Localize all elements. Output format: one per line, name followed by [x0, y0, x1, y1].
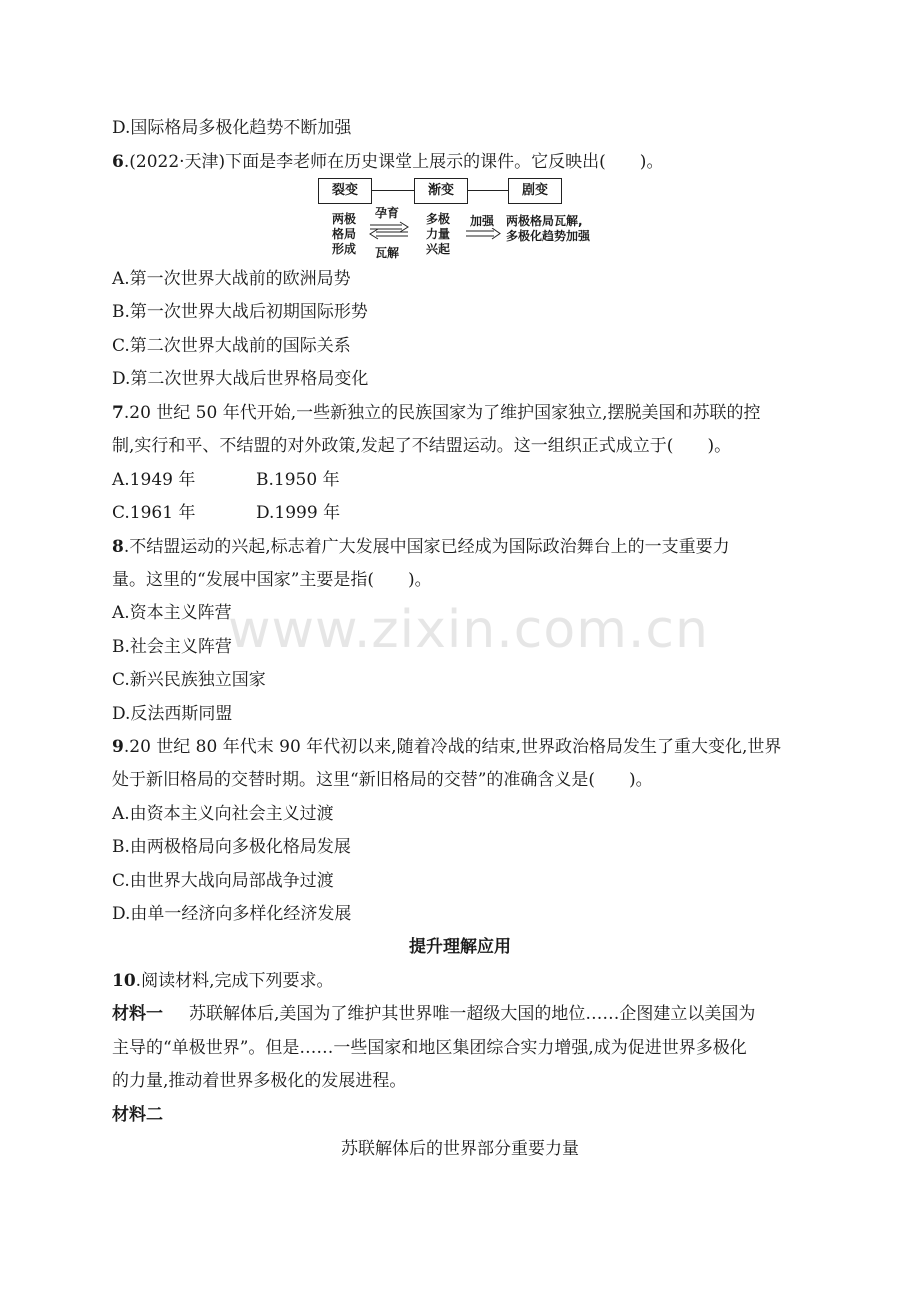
q6-stem — [112, 151, 812, 173]
q10-material1-line3: 的力量,推动着世界多极化的发展进程。 — [112, 1071, 407, 1091]
q6-option-a: A.第一次世界大战前的欧洲局势 — [112, 269, 351, 289]
q8-stem-line2: 量。这里的“发展中国家”主要是指( )。 — [112, 570, 432, 590]
q9-stem-text: .20 世纪 80 年代末 90 年代初以来,随着冷战的结束,世界政治格局发生了重大变化,世界 — [123, 737, 782, 757]
diagram-label-collapse: 瓦解 — [375, 246, 400, 260]
q8-option-c: C.新兴民族独立国家 — [112, 670, 266, 690]
diagram-label-nurture: 孕育 — [375, 206, 400, 220]
right-arrow-icon — [464, 228, 504, 240]
q8-number: 8 — [112, 537, 124, 557]
diagram-result — [506, 214, 590, 244]
diagram-col-bipolar — [330, 212, 358, 257]
q8-option-b: B.社会主义阵营 — [112, 637, 232, 657]
q7-stem-line1 — [112, 402, 812, 424]
q9-number: 9 — [112, 737, 124, 757]
q6-stem-text: .(2022·天津)下面是李老师在历史课堂上展示的课件。它反映出( )。 — [123, 152, 664, 172]
material2-label: 材料二 — [112, 1105, 163, 1125]
q9-stem-line2: 处于新旧格局的交替时期。这里“新旧格局的交替”的准确含义是( )。 — [112, 770, 653, 790]
diagram-connector — [372, 190, 414, 191]
q7-option-a: A.1949 年 — [112, 470, 196, 490]
diagram-col-multipolar — [424, 212, 452, 257]
q6-option-b: B.第一次世界大战后初期国际形势 — [112, 302, 368, 322]
q7-option-c: C.1961 年 — [112, 503, 196, 523]
q6-option-d: D.第二次世界大战后世界格局变化 — [112, 369, 369, 389]
watermark: www.zixin.com.cn — [228, 600, 709, 660]
q8-stem-line1 — [112, 536, 812, 558]
q9-option-c: C.由世界大战向局部战争过渡 — [112, 871, 334, 891]
diagram-col-bipolar-line: 两极 — [331, 212, 356, 226]
diagram-col-bipolar-line: 格局 — [331, 227, 356, 241]
double-arrow-icon — [368, 220, 412, 240]
diagram-col-bipolar-line: 形成 — [331, 242, 356, 256]
q9-option-d: D.由单一经济向多样化经济发展 — [112, 904, 352, 924]
q6-number: 6 — [112, 152, 124, 172]
q9-option-b: B.由两极格局向多极化格局发展 — [112, 837, 351, 857]
material1-text: 苏联解体后,美国为了维护其世界唯一超级大国的地位……企图建立以美国为 — [189, 1004, 756, 1024]
diagram-connector — [468, 190, 508, 191]
q7-option-d: D.1999 年 — [256, 503, 341, 523]
section-heading: 提升理解应用 — [409, 937, 511, 957]
q8-option-d: D.反法西斯同盟 — [112, 704, 233, 724]
material2-title: 苏联解体后的世界部分重要力量 — [341, 1139, 579, 1159]
q7-option-b: B.1950 年 — [256, 470, 340, 490]
q9-stem-line1 — [112, 736, 812, 758]
diagram-col-multipolar-line: 力量 — [425, 227, 450, 241]
q8-stem-text: .不结盟运动的兴起,标志着广大发展中国家已经成为国际政治舞台上的一支重要力 — [123, 537, 730, 557]
q7-stem-text: .20 世纪 50 年代开始,一些新独立的民族国家为了维护国家独立,摆脱美国和苏联的控 — [123, 403, 761, 423]
q6-diagram — [318, 178, 608, 264]
q10-material1-line2: 主导的“单极世界”。但是……一些国家和地区集团综合实力增强,成为促进世界多极化 — [112, 1038, 747, 1058]
q10-number: 10 — [112, 971, 136, 991]
q9-option-a: A.由资本主义向社会主义过渡 — [112, 804, 334, 824]
q7-stem-line2: 制,实行和平、不结盟的对外政策,发起了不结盟运动。这一组织正式成立于( )。 — [112, 436, 732, 456]
q6-option-c: C.第二次世界大战前的国际关系 — [112, 336, 351, 356]
q10-stem-text: .阅读材料,完成下列要求。 — [135, 971, 334, 991]
q7-number: 7 — [112, 403, 124, 423]
q5-option-d: D.国际格局多极化趋势不断加强 — [112, 118, 352, 138]
diagram-col-multipolar-line: 兴起 — [425, 242, 450, 256]
diagram-result-line: 多极化趋势加强 — [506, 229, 591, 243]
diagram-box-drastic: 剧变 — [508, 178, 562, 204]
material1-label: 材料一 — [112, 1004, 163, 1024]
diagram-col-multipolar-line: 多极 — [425, 212, 450, 226]
q10-material1-line1 — [112, 1003, 812, 1025]
q10-stem — [112, 970, 812, 992]
diagram-box-split: 裂变 — [318, 178, 372, 204]
q8-option-a: A.资本主义阵营 — [112, 603, 232, 623]
diagram-label-strengthen: 加强 — [470, 214, 495, 228]
diagram-result-line: 两极格局瓦解, — [506, 214, 583, 228]
diagram-box-gradual: 渐变 — [414, 178, 468, 204]
